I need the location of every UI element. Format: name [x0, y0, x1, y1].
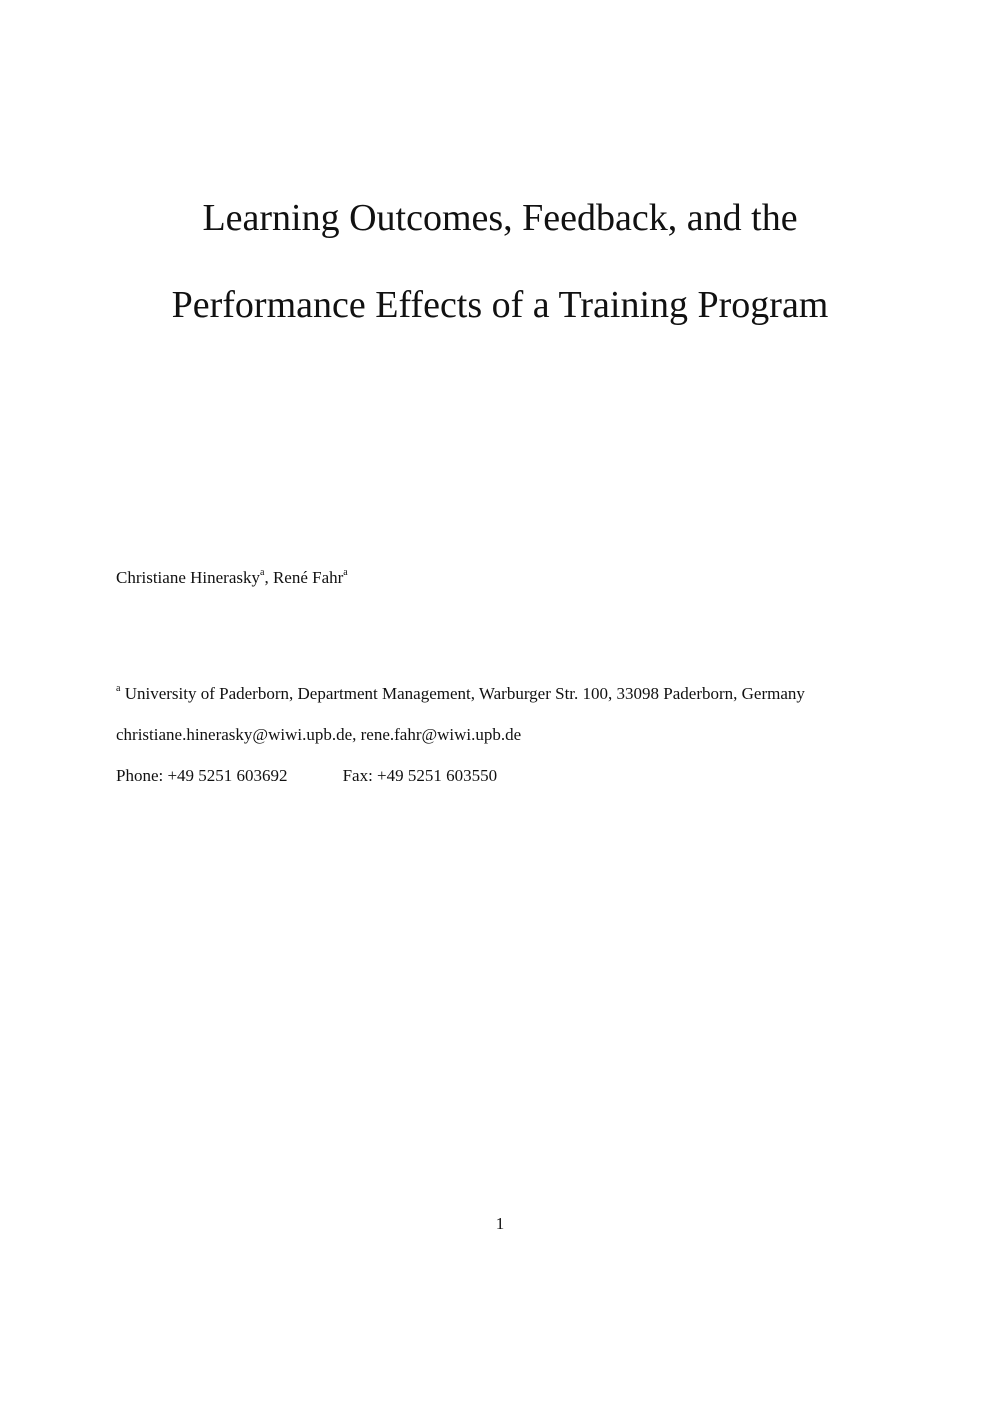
phone-number: Phone: +49 5251 603692 [116, 766, 288, 785]
affiliation-text: University of Paderborn, Department Management, Warburger Str. 100, 33098 Paderborn, Germany [124, 684, 805, 703]
author-name: René Fahr [272, 568, 344, 587]
contact-line [116, 765, 497, 787]
author-separator: , [264, 568, 273, 587]
paper-title-line-2: Performance Effects of a Training Program [171, 284, 829, 326]
author-name: Christiane Hinerasky [116, 568, 260, 587]
affiliation-mark: a [343, 567, 348, 579]
affiliation [116, 683, 805, 705]
paper-title-line-1: Learning Outcomes, Feedback, and the [202, 197, 798, 239]
page-number: 1 [495, 1214, 505, 1233]
affiliation-mark: a [116, 683, 121, 695]
email-addresses: christiane.hinerasky@wiwi.upb.de, rene.fahr@wiwi.upb.de [116, 725, 522, 744]
affiliation-mark: a [260, 567, 265, 579]
fax-number: Fax: +49 5251 603550 [342, 766, 498, 785]
author-list [116, 567, 348, 589]
